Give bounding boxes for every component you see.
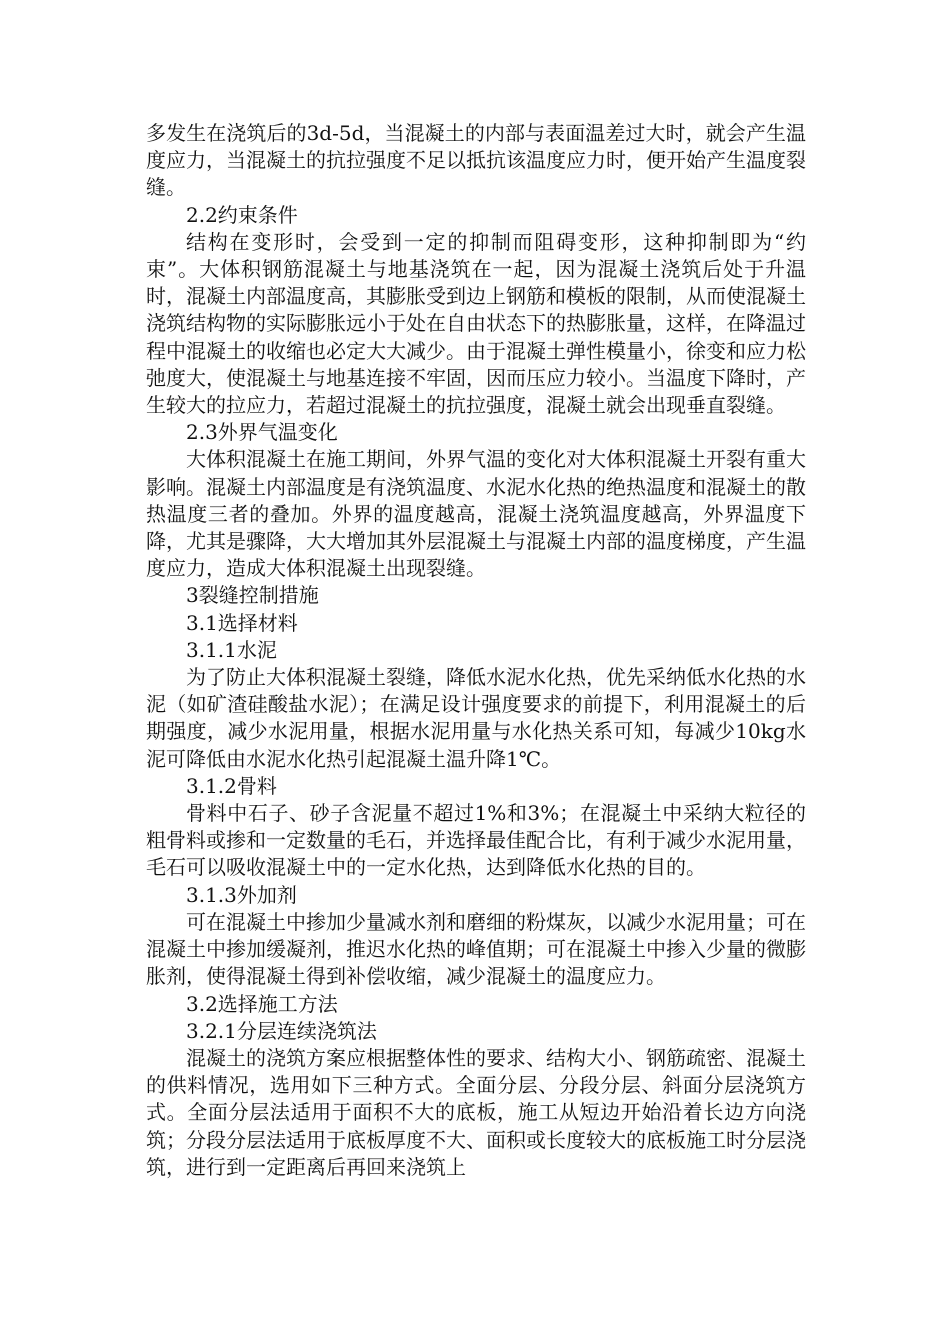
paragraph: 为了防止大体积混凝土裂缝，降低水泥水化热，优先采纳低水化热的水泥（如矿渣硅酸盐水泥）；在满足设计强度要求的前提下，利用混凝土的后期强度，减少水泥用量，根据水泥用量与水化热关系可知，每减少10kg水泥可降低由水泥水化热引起混凝土温升降1℃。 — [146, 665, 806, 771]
paragraph: 混凝土的浇筑方案应根据整体性的要求、结构大小、钢筋疏密、混凝土的供料情况，选用如下三种方式。全面分层、分段分层、斜面分层浇筑方式。全面分层法适用于面积不大的底板，施工从短边开始沿着长边方向浇筑；分段分层法适用于底板厚度不大、面积或长度较大的底板施工时分层浇筑，进行到一定距离后再回来浇筑上 — [146, 1045, 806, 1179]
paragraph: 骨料中石子、砂子含泥量不超过1%和3%；在混凝土中采纳大粒径的粗骨料或掺和一定数量的毛石，并选择最佳配合比，有利于减少水泥用量，毛石可以吸收混凝土中的一定水化热，达到降低水化热的目的。 — [146, 801, 806, 880]
section-heading: 3.1.3外加剂 — [186, 882, 297, 907]
section-heading: 3.1选择材料 — [186, 610, 298, 635]
paragraph: 大体积混凝土在施工期间，外界气温的变化对大体积混凝土开裂有重大影响。混凝土内部温度是有浇筑温度、水泥水化热的绝热温度和混凝土的散热温度三者的叠加。外界的温度越高，混凝土浇筑温度越高，外界温度下降，尤其是骤降，大大增加其外层混凝土与混凝土内部的温度梯度，产生温度应力，造成大体积混凝土出现裂缝。 — [146, 447, 806, 581]
document-body — [146, 120, 806, 1181]
section-heading: 3.2.1分层连续浇筑法 — [186, 1018, 377, 1043]
section-heading: 3.1.1水泥 — [186, 637, 277, 662]
section-heading: 3.2选择施工方法 — [186, 991, 338, 1016]
paragraph: 多发生在浇筑后的3d-5d，当混凝土的内部与表面温差过大时，就会产生温度应力，当混凝土的抗拉强度不足以抵抗该温度应力时，便开始产生温度裂缝。 — [146, 121, 806, 200]
section-heading: 2.3外界气温变化 — [186, 420, 338, 445]
section-heading: 3.1.2骨料 — [186, 773, 277, 798]
section-heading: 3裂缝控制措施 — [186, 583, 319, 608]
paragraph: 结构在变形时，会受到一定的抑制而阻碍变形，这种抑制即为“约束”。大体积钢筋混凝土与地基浇筑在一起，因为混凝土浇筑后处于升温时，混凝土内部温度高，其膨胀受到边上钢筋和模板的限制，从而使混凝土浇筑结构物的实际膨胀远小于处在自由状态下的热膨胀量，这样，在降温过程中混凝土的收缩也必定大大减少。由于混凝土弹性模量小，徐变和应力松弛度大，使混凝土与地基连接不牢固，因而压应力较小。当温度下降时，产生较大的拉应力，若超过混凝土的抗拉强度，混凝土就会出现垂直裂缝。 — [146, 229, 806, 418]
section-heading: 2.2约束条件 — [186, 202, 298, 227]
paragraph: 可在混凝土中掺加少量减水剂和磨细的粉煤灰，以减少水泥用量；可在混凝土中掺加缓凝剂，推迟水化热的峰值期；可在混凝土中掺入少量的微膨胀剂，使得混凝土得到补偿收缩，减少混凝土的温度应力。 — [146, 909, 806, 989]
